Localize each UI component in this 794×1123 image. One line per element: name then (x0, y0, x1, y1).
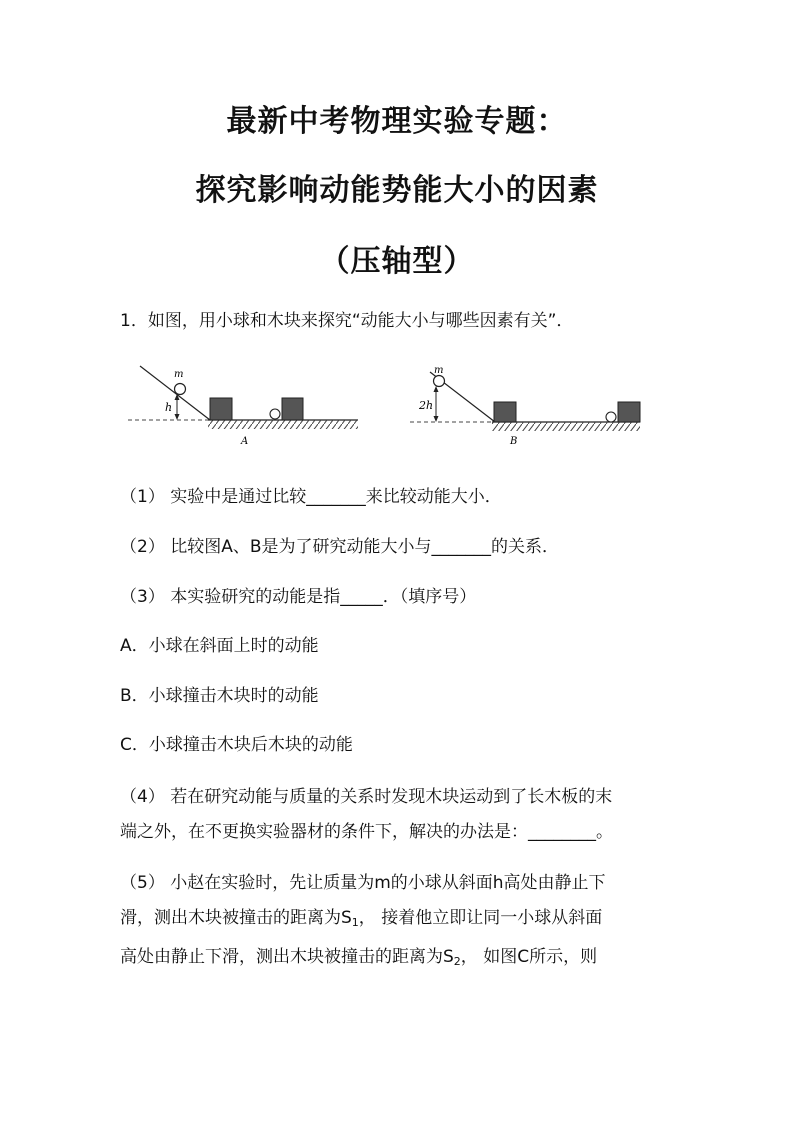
question-stem: 1．如图，用小球和木块来探究“动能大小与哪些因素有关”． (120, 311, 574, 331)
sub-question-4-line-2: 端之外，在不更换实验器材的条件下，解决的办法是：________。 (120, 822, 613, 842)
caption-a: A (241, 436, 249, 447)
floor-hatch-a (208, 420, 358, 429)
ball-end-b (606, 412, 616, 422)
sub-question-5 (120, 866, 668, 979)
title-line-1: 最新中考物理实验专题： (226, 104, 568, 139)
height-label-a: h (165, 401, 173, 414)
s1-subscript: 1 (351, 916, 359, 929)
block-b (494, 402, 516, 422)
arrow-head-down-a (175, 414, 180, 420)
option-c: C．小球撞击木块后木块的动能 (120, 735, 353, 755)
figure-b (410, 365, 640, 447)
floor-hatch-b (492, 422, 640, 431)
mass-label-b: m (434, 365, 444, 376)
caption-b: B (510, 436, 518, 447)
sub-question-2: （2） 比较图A、B是为了研究动能大小与_______的关系． (120, 537, 560, 557)
block-end-a (282, 398, 303, 420)
experiment-figure (0, 360, 794, 460)
block-end-b (618, 402, 640, 422)
sub-question-5-line-2-a: 滑，测出木块被撞击的距离为S (120, 908, 352, 928)
sub-question-5-line-2-b: ， 接着他立即让同一小球从斜面 (358, 908, 603, 928)
ball-b (434, 376, 445, 387)
arrow-head-down-b (434, 416, 439, 422)
sub-question-5-line-3 (120, 940, 668, 979)
sub-question-3: （3） 本实验研究的动能是指_____．（填序号） (120, 587, 477, 607)
option-b: B．小球撞击木块时的动能 (120, 686, 319, 706)
title-line-2: 探究影响动能势能大小的因素 (195, 173, 599, 208)
ball-end-a (270, 409, 280, 419)
s2-subscript: 2 (453, 955, 461, 968)
sub-question-4 (120, 780, 668, 850)
sub-question-5-line-3-b: ， 如图C所示，则 (460, 947, 598, 967)
title-line-3: （压轴型） (319, 244, 475, 279)
height-label-b: 2h (419, 399, 434, 412)
ball-a (175, 384, 186, 395)
sub-question-5-line-3-a: 高处由静止下滑，测出木块被撞击的距离为S (120, 947, 454, 967)
sub-question-5-line-1: （5） 小赵在实验时，先让质量为m的小球从斜面h高处由静止下 (120, 873, 606, 893)
figure-a (128, 366, 358, 447)
sub-question-5-line-2 (120, 901, 668, 940)
mass-label-a: m (174, 369, 184, 380)
block-a (210, 398, 232, 420)
option-a: A．小球在斜面上时的动能 (120, 636, 319, 656)
sub-question-1: （1） 实验中是通过比较_______来比较动能大小． (120, 487, 502, 507)
sub-question-4-line-1: （4） 若在研究动能与质量的关系时发现木块运动到了长木板的末 (120, 787, 613, 807)
